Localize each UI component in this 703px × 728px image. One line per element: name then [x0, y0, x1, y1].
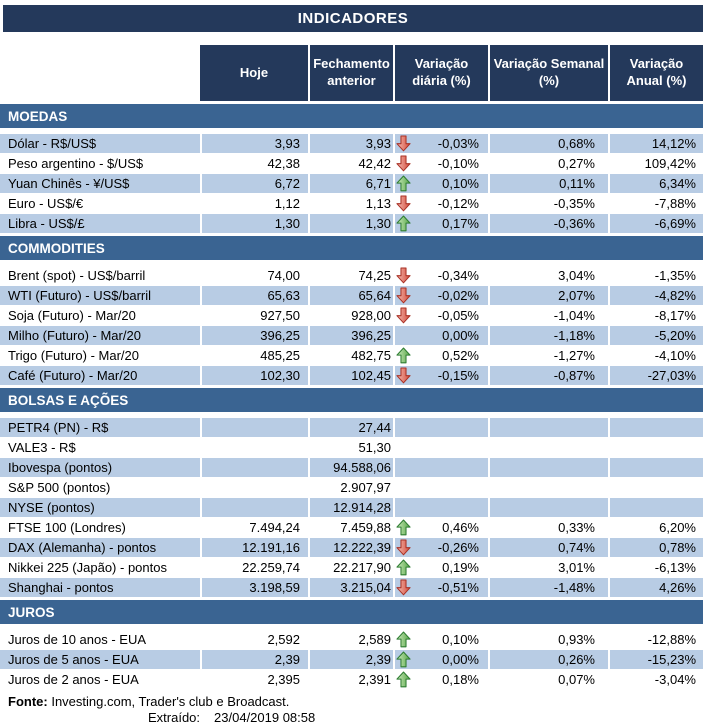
variacao-anual-value: -15,23%	[608, 650, 703, 669]
variacao-diaria-value: 0,00%	[442, 652, 479, 667]
variacao-diaria-cell	[393, 346, 488, 365]
table-row	[0, 154, 703, 173]
table-row	[0, 578, 703, 597]
fechamento-anterior-value: 396,25	[308, 326, 393, 345]
variacao-semanal-value: 0,93%	[488, 630, 608, 649]
variacao-anual-value	[608, 438, 703, 457]
hoje-value: 102,30	[200, 366, 308, 385]
variacao-anual-value	[608, 418, 703, 437]
variacao-diaria-cell	[393, 538, 488, 557]
variacao-diaria-value: -0,10%	[437, 156, 479, 171]
variacao-semanal-value	[488, 418, 608, 437]
variacao-diaria-cell	[393, 518, 488, 537]
table-row	[0, 418, 703, 437]
variacao-anual-value: -6,13%	[608, 558, 703, 577]
hoje-value: 22.259,74	[200, 558, 308, 577]
fechamento-anterior-value: 12.914,28	[308, 498, 393, 517]
row-label: Dólar - R$/US$	[0, 134, 200, 153]
row-label: Juros de 2 anos - EUA	[8, 672, 139, 687]
variacao-diaria-cell	[393, 418, 488, 437]
footer	[0, 694, 703, 726]
variacao-semanal-value: -1,18%	[488, 326, 608, 345]
variacao-semanal-value: 0,11%	[488, 174, 608, 193]
variacao-anual-value: 4,26%	[608, 578, 703, 597]
arrow-down-icon	[396, 135, 412, 153]
hoje-value: 2,395	[200, 670, 308, 689]
table-row	[0, 518, 703, 537]
arrow-up-icon	[396, 215, 412, 233]
variacao-diaria-value: -0,03%	[437, 136, 479, 151]
fechamento-anterior-value: 2,391	[308, 670, 393, 689]
variacao-anual-value: -27,03%	[608, 366, 703, 385]
column-header: Variação Semanal (%)	[488, 45, 608, 101]
table-row	[0, 650, 703, 669]
fechamento-anterior-value: 1,30	[308, 214, 393, 233]
variacao-semanal-value: 0,74%	[488, 538, 608, 557]
variacao-anual-value: -7,88%	[608, 194, 703, 213]
variacao-anual-value: 0,78%	[608, 538, 703, 557]
row-label: FTSE 100 (Londres)	[8, 520, 126, 535]
fechamento-anterior-value: 7.459,88	[308, 518, 393, 537]
variacao-semanal-value: 0,07%	[488, 670, 608, 689]
hoje-value: 3.198,59	[200, 578, 308, 597]
trend-arrow-slot	[396, 439, 412, 457]
table-row	[0, 498, 703, 517]
variacao-anual-value: 6,20%	[608, 518, 703, 537]
section-header: JUROS	[0, 600, 703, 624]
row-label: Libra - US$/£	[0, 214, 200, 233]
variacao-diaria-cell	[393, 286, 488, 305]
arrow-up-icon	[396, 651, 412, 669]
arrow-down-icon	[396, 267, 412, 285]
trend-arrow-slot	[396, 499, 412, 517]
extracted-timestamp: 23/04/2019 08:58	[214, 710, 316, 725]
variacao-diaria-value: 0,18%	[442, 672, 479, 687]
table-row	[0, 670, 703, 689]
arrow-down-icon	[396, 579, 412, 597]
table-row	[0, 478, 703, 497]
arrow-up-icon	[396, 175, 412, 193]
variacao-semanal-value: -1,27%	[488, 346, 608, 365]
fechamento-anterior-value: 27,44	[308, 418, 393, 437]
fechamento-anterior-value: 3,93	[308, 134, 393, 153]
row-label: WTI (Futuro) - US$/barril	[0, 286, 200, 305]
hoje-value	[200, 498, 308, 517]
row-label: DAX (Alemanha) - pontos	[0, 538, 200, 557]
variacao-semanal-value: 0,33%	[488, 518, 608, 537]
extracted-line	[0, 710, 703, 726]
table-row	[0, 346, 703, 365]
variacao-diaria-value: 0,52%	[442, 348, 479, 363]
variacao-diaria-value: 0,10%	[442, 632, 479, 647]
row-label: S&P 500 (pontos)	[8, 480, 111, 495]
variacao-semanal-value: 0,27%	[488, 154, 608, 173]
table-row	[0, 174, 703, 193]
variacao-diaria-value: 0,10%	[442, 176, 479, 191]
fechamento-anterior-value: 928,00	[308, 306, 393, 325]
row-label: PETR4 (PN) - R$	[0, 418, 200, 437]
variacao-diaria-cell	[393, 266, 488, 285]
row-label: Milho (Futuro) - Mar/20	[0, 326, 200, 345]
fechamento-anterior-value: 94.588,06	[308, 458, 393, 477]
hoje-value: 6,72	[200, 174, 308, 193]
variacao-semanal-value	[488, 458, 608, 477]
variacao-semanal-value: 0,68%	[488, 134, 608, 153]
variacao-diaria-value: -0,12%	[437, 196, 479, 211]
table-row	[0, 366, 703, 385]
variacao-anual-value: -5,20%	[608, 326, 703, 345]
variacao-anual-value	[608, 498, 703, 517]
fechamento-anterior-value: 2,39	[308, 650, 393, 669]
fechamento-anterior-value: 65,64	[308, 286, 393, 305]
fechamento-anterior-value: 6,71	[308, 174, 393, 193]
variacao-diaria-cell	[393, 630, 488, 649]
hoje-value: 12.191,16	[200, 538, 308, 557]
fechamento-anterior-value: 1,13	[308, 194, 393, 213]
hoje-value	[200, 418, 308, 437]
variacao-diaria-cell	[393, 558, 488, 577]
variacao-semanal-value: -0,87%	[488, 366, 608, 385]
arrow-down-icon	[396, 307, 412, 325]
variacao-semanal-value: -0,35%	[488, 194, 608, 213]
variacao-semanal-value: -0,36%	[488, 214, 608, 233]
table-header-row	[200, 45, 703, 101]
table-row	[0, 306, 703, 325]
variacao-anual-value: -1,35%	[608, 266, 703, 285]
fechamento-anterior-value: 12.222,39	[308, 538, 393, 557]
source-text: Investing.com, Trader's club e Broadcast.	[47, 694, 290, 709]
hoje-value	[200, 458, 308, 477]
variacao-semanal-value: -1,48%	[488, 578, 608, 597]
table-row	[0, 266, 703, 285]
column-header: Variação Anual (%)	[608, 45, 703, 101]
row-label: VALE3 - R$	[8, 440, 76, 455]
variacao-semanal-value: 3,04%	[488, 266, 608, 285]
row-label: Peso argentino - $/US$	[8, 156, 144, 171]
fechamento-anterior-value: 22.217,90	[308, 558, 393, 577]
arrow-down-icon	[396, 155, 412, 173]
variacao-anual-value: -8,17%	[608, 306, 703, 325]
fechamento-anterior-value: 3.215,04	[308, 578, 393, 597]
variacao-semanal-value: 0,26%	[488, 650, 608, 669]
variacao-anual-value: -4,10%	[608, 346, 703, 365]
hoje-value	[200, 478, 308, 497]
hoje-value: 485,25	[200, 346, 308, 365]
variacao-anual-value: -12,88%	[608, 630, 703, 649]
arrow-up-icon	[396, 347, 412, 365]
table-row	[0, 326, 703, 345]
column-header: Variação diária (%)	[393, 45, 488, 101]
arrow-up-icon	[396, 631, 412, 649]
hoje-value: 42,38	[200, 154, 308, 173]
table-row	[0, 458, 703, 477]
extracted-label: Extraído:	[148, 710, 201, 725]
variacao-anual-value: 109,42%	[608, 154, 703, 173]
variacao-anual-value: -3,04%	[608, 670, 703, 689]
variacao-semanal-value: 2,07%	[488, 286, 608, 305]
hoje-value: 65,63	[200, 286, 308, 305]
section-header: MOEDAS	[0, 104, 703, 128]
variacao-diaria-value: -0,02%	[437, 288, 479, 303]
variacao-diaria-value: -0,26%	[437, 540, 479, 555]
variacao-diaria-value: 0,19%	[442, 560, 479, 575]
row-label: Juros de 5 anos - EUA	[0, 650, 200, 669]
fechamento-anterior-value: 74,25	[308, 266, 393, 285]
arrow-down-icon	[396, 195, 412, 213]
row-label: Ibovespa (pontos)	[0, 458, 200, 477]
variacao-diaria-value: 0,00%	[442, 328, 479, 343]
table-row	[0, 558, 703, 577]
trend-arrow-slot	[396, 459, 412, 477]
fechamento-anterior-value: 482,75	[308, 346, 393, 365]
arrow-up-icon	[396, 671, 412, 689]
variacao-diaria-cell	[393, 326, 488, 345]
hoje-value: 2,592	[200, 630, 308, 649]
hoje-value	[200, 438, 308, 457]
variacao-diaria-cell	[393, 174, 488, 193]
variacao-diaria-cell	[393, 478, 488, 497]
variacao-anual-value: 14,12%	[608, 134, 703, 153]
variacao-diaria-cell	[393, 154, 488, 173]
variacao-anual-value	[608, 478, 703, 497]
variacao-semanal-value	[488, 498, 608, 517]
source-label: Fonte:	[8, 694, 48, 709]
variacao-diaria-cell	[393, 650, 488, 669]
variacao-diaria-value: -0,51%	[437, 580, 479, 595]
page-title: INDICADORES	[3, 5, 703, 32]
row-label: Nikkei 225 (Japão) - pontos	[8, 560, 167, 575]
fechamento-anterior-value: 2.907,97	[308, 478, 393, 497]
arrow-up-icon	[396, 519, 412, 537]
hoje-value: 1,30	[200, 214, 308, 233]
variacao-semanal-value: 3,01%	[488, 558, 608, 577]
variacao-diaria-cell	[393, 458, 488, 477]
row-label: Juros de 10 anos - EUA	[8, 632, 147, 647]
indicators-table	[0, 104, 703, 689]
arrow-down-icon	[396, 287, 412, 305]
row-label: Café (Futuro) - Mar/20	[0, 366, 200, 385]
variacao-diaria-cell	[393, 134, 488, 153]
fechamento-anterior-value: 42,42	[308, 154, 393, 173]
row-label: NYSE (pontos)	[0, 498, 200, 517]
fechamento-anterior-value: 51,30	[308, 438, 393, 457]
variacao-semanal-value	[488, 478, 608, 497]
column-header: Fechamento anterior	[308, 45, 393, 101]
trend-arrow-slot	[396, 419, 412, 437]
row-label: Brent (spot) - US$/barril	[8, 268, 146, 283]
hoje-value: 927,50	[200, 306, 308, 325]
section-header: COMMODITIES	[0, 236, 703, 260]
variacao-anual-value: -4,82%	[608, 286, 703, 305]
row-label: Shanghai - pontos	[0, 578, 200, 597]
hoje-value: 2,39	[200, 650, 308, 669]
variacao-diaria-cell	[393, 306, 488, 325]
table-row	[0, 214, 703, 233]
column-header: Hoje	[200, 45, 308, 101]
row-label: Euro - US$/€	[8, 196, 84, 211]
variacao-diaria-value: -0,34%	[437, 268, 479, 283]
variacao-anual-value: -6,69%	[608, 214, 703, 233]
row-label: Trigo (Futuro) - Mar/20	[8, 348, 139, 363]
hoje-value: 3,93	[200, 134, 308, 153]
hoje-value: 1,12	[200, 194, 308, 213]
variacao-diaria-cell	[393, 214, 488, 233]
trend-arrow-slot	[396, 479, 412, 497]
hoje-value: 74,00	[200, 266, 308, 285]
variacao-diaria-cell	[393, 438, 488, 457]
variacao-diaria-value: 0,46%	[442, 520, 479, 535]
table-row	[0, 194, 703, 213]
variacao-diaria-value: 0,17%	[442, 216, 479, 231]
variacao-anual-value: 6,34%	[608, 174, 703, 193]
trend-arrow-slot	[396, 327, 412, 345]
table-row	[0, 538, 703, 557]
table-row	[0, 134, 703, 153]
arrow-down-icon	[396, 539, 412, 557]
row-label: Soja (Futuro) - Mar/20	[8, 308, 136, 323]
variacao-diaria-value: -0,05%	[437, 308, 479, 323]
hoje-value: 396,25	[200, 326, 308, 345]
row-label: Yuan Chinês - ¥/US$	[0, 174, 200, 193]
variacao-diaria-cell	[393, 194, 488, 213]
hoje-value: 7.494,24	[200, 518, 308, 537]
variacao-anual-value	[608, 458, 703, 477]
variacao-diaria-cell	[393, 670, 488, 689]
fechamento-anterior-value: 102,45	[308, 366, 393, 385]
variacao-diaria-cell	[393, 498, 488, 517]
fechamento-anterior-value: 2,589	[308, 630, 393, 649]
table-row	[0, 286, 703, 305]
arrow-up-icon	[396, 559, 412, 577]
variacao-diaria-value: -0,15%	[437, 368, 479, 383]
arrow-down-icon	[396, 367, 412, 385]
source-line	[0, 694, 703, 710]
variacao-diaria-cell	[393, 578, 488, 597]
variacao-semanal-value	[488, 438, 608, 457]
table-row	[0, 438, 703, 457]
variacao-semanal-value: -1,04%	[488, 306, 608, 325]
variacao-diaria-cell	[393, 366, 488, 385]
section-header: BOLSAS E AÇÕES	[0, 388, 703, 412]
table-row	[0, 630, 703, 649]
